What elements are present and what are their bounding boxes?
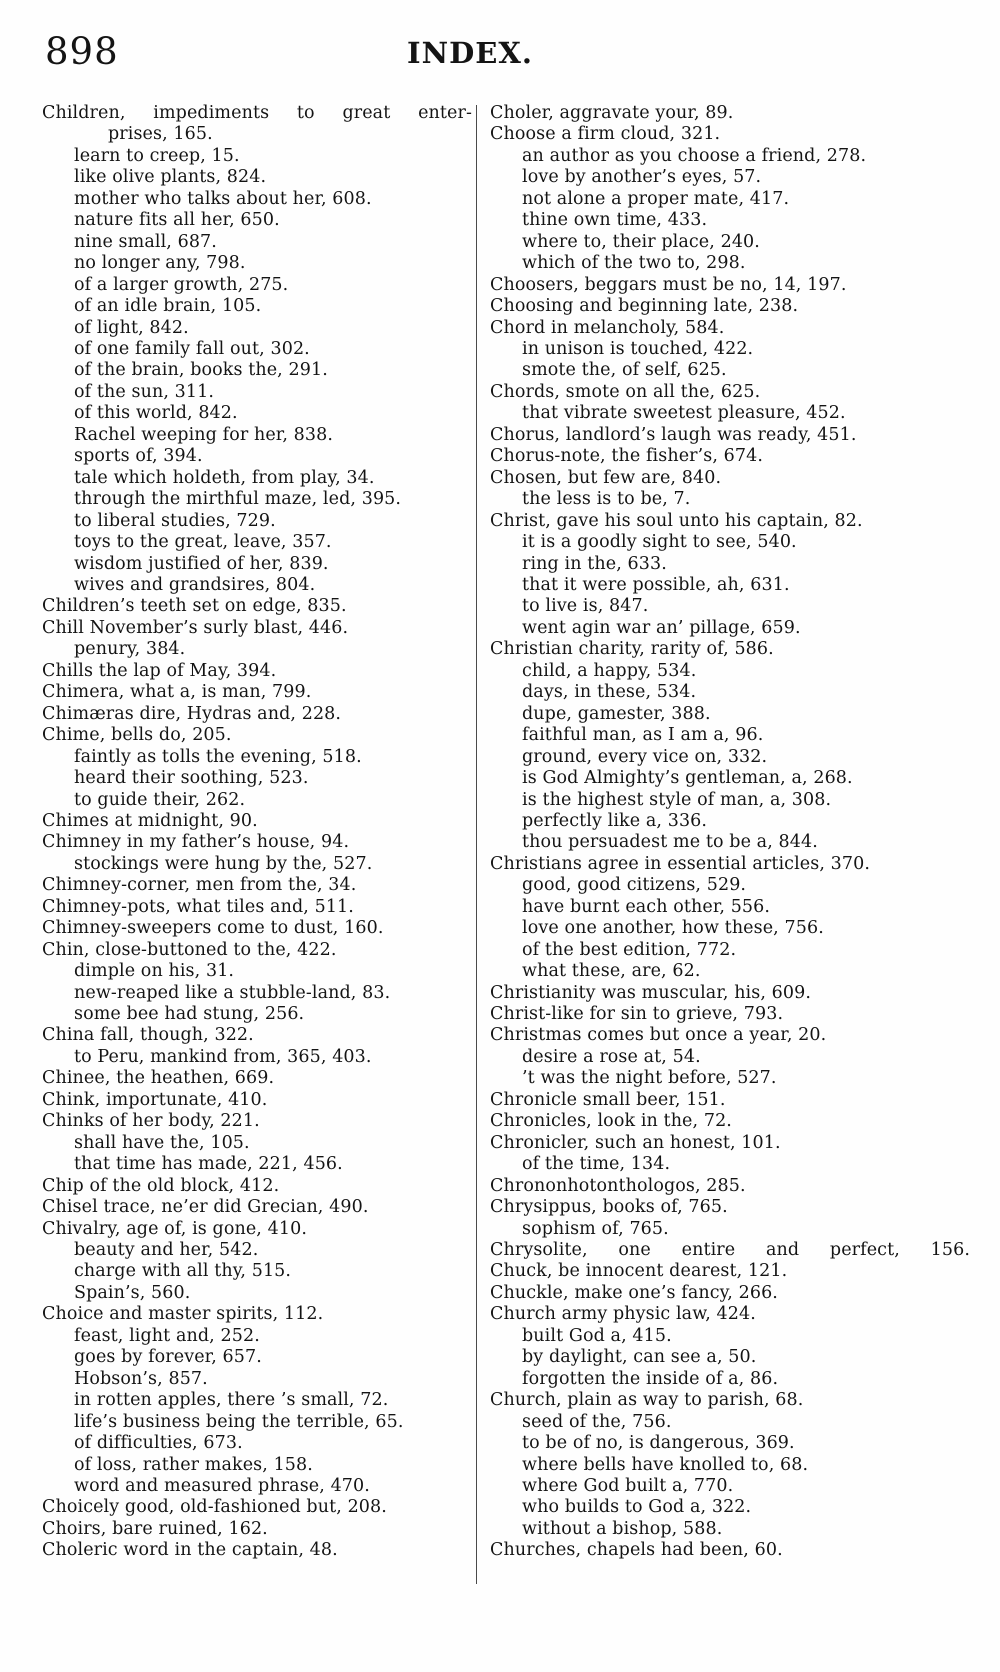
index-subentry: toys to the great, leave, 357.	[74, 532, 332, 553]
index-subentry: dimple on his, 31.	[74, 961, 235, 982]
index-subentry: in unison is touched, 422.	[522, 338, 754, 359]
index-subentry: of this world, 842.	[74, 403, 238, 424]
index-subentry: no longer any, 798.	[74, 253, 246, 274]
index-entry: Chivalry, age of, is gone, 410.	[42, 1218, 307, 1239]
index-entry: Church, plain as way to parish, 68.	[490, 1390, 804, 1411]
index-entry: Chill November’s surly blast, 446.	[42, 617, 349, 638]
index-subentry: in rotten apples, there ’s small, 72.	[74, 1390, 389, 1411]
index-column-left	[42, 103, 472, 1672]
index-entry: Chord in melancholy, 584.	[490, 317, 725, 338]
index-entry: Chronicler, such an honest, 101.	[490, 1132, 781, 1153]
index-entry: Chimera, what a, is man, 799.	[42, 682, 312, 703]
index-subentry: where God built a, 770.	[522, 1476, 734, 1496]
index-entry: Chimæras dire, Hydras and, 228.	[42, 703, 342, 724]
index-subentry: heard their soothing, 523.	[74, 768, 309, 789]
index-subentry: to be of no, is dangerous, 369.	[522, 1433, 795, 1454]
index-entry: Chuckle, make one’s fancy, 266.	[490, 1282, 778, 1303]
index-subentry: of a larger growth, 275.	[74, 274, 289, 295]
index-entry: Christians agree in essential articles, 370.	[490, 853, 871, 874]
index-subentry: seed of the, 756.	[522, 1411, 672, 1432]
index-subentry: perfectly like a, 336.	[522, 810, 708, 831]
index-subentry: stockings were hung by the, 527.	[74, 853, 373, 874]
index-subentry: some bee had stung, 256.	[74, 1004, 305, 1025]
index-entry: Choirs, bare ruined, 162.	[42, 1518, 268, 1539]
index-entry: Chills the lap of May, 394.	[42, 660, 277, 681]
index-entry-continuation: prises, 165.	[108, 124, 213, 145]
index-subentry: love one another, how these, 756.	[522, 918, 824, 939]
index-entry: Chimney in my father’s house, 94.	[42, 832, 350, 853]
index-subentry: to liberal studies, 729.	[74, 510, 276, 531]
page-title: INDEX.	[407, 36, 533, 70]
index-subentry: shall have the, 105.	[74, 1132, 250, 1153]
index-entry: Christ-like for sin to grieve, 793.	[490, 1004, 784, 1025]
index-subentry: not alone a proper mate, 417.	[522, 188, 790, 209]
index-entry: Chisel trace, ne’er did Grecian, 490.	[42, 1197, 369, 1218]
index-entry: Chimes at midnight, 90.	[42, 810, 258, 831]
index-entry: Chrysolite, one entire and perfect, 156.	[490, 1240, 970, 1261]
index-subentry: child, a happy, 534.	[522, 660, 697, 681]
index-subentry: ground, every vice on, 332.	[522, 746, 768, 767]
index-entry: Chip of the old block, 412.	[42, 1175, 280, 1196]
index-entry: Chronicles, look in the, 72.	[490, 1111, 732, 1132]
index-subentry: ring in the, 633.	[522, 553, 667, 574]
index-subentry: thou persuadest me to be a, 844.	[522, 832, 818, 853]
index-subentry: the less is to be, 7.	[522, 489, 691, 510]
index-subentry: of one family fall out, 302.	[74, 338, 310, 359]
index-subentry: good, good citizens, 529.	[522, 875, 747, 896]
index-entry: Christianity was muscular, his, 609.	[490, 982, 812, 1003]
index-entry: Choice and master spirits, 112.	[42, 1304, 324, 1325]
index-entry: Chorus, landlord’s laugh was ready, 451.	[490, 424, 857, 445]
index-entry: Chinee, the heathen, 669.	[42, 1068, 275, 1089]
index-subentry: an author as you choose a friend, 278.	[522, 145, 867, 166]
index-subentry: of the brain, books the, 291.	[74, 360, 328, 381]
index-subentry: like olive plants, 824.	[74, 167, 267, 188]
index-subentry: feast, light and, 252.	[74, 1325, 260, 1346]
index-entry: Choicely good, old-fashioned but, 208.	[42, 1497, 387, 1518]
index-subentry: life’s business being the terrible, 65.	[74, 1411, 404, 1432]
page-number: 898	[45, 30, 119, 73]
index-subentry: love by another’s eyes, 57.	[522, 167, 762, 188]
index-subentry: of the best edition, 772.	[522, 939, 737, 960]
index-entry: Choose a firm cloud, 321.	[490, 124, 721, 145]
index-entry: Chords, smote on all the, 625.	[490, 381, 761, 402]
index-subentry: sophism of, 765.	[522, 1218, 669, 1239]
index-subentry: to guide their, 262.	[74, 789, 246, 810]
index-subentry: sports of, 394.	[74, 446, 203, 467]
index-subentry: is the highest style of man, a, 308.	[522, 789, 832, 810]
index-subentry: new-reaped like a stubble-land, 83.	[74, 982, 391, 1003]
index-subentry: went agin war an’ pillage, 659.	[522, 617, 801, 638]
index-entry: Chuck, be innocent dearest, 121.	[490, 1261, 788, 1282]
index-subentry: faintly as tolls the evening, 518.	[74, 746, 362, 767]
index-subentry: nature fits all her, 650.	[74, 210, 280, 231]
index-subentry: by daylight, can see a, 50.	[522, 1347, 757, 1368]
index-subentry: Rachel weeping for her, 838.	[74, 424, 334, 445]
index-subentry: of an idle brain, 105.	[74, 296, 262, 317]
index-subentry: without a bishop, 588.	[522, 1518, 723, 1539]
index-entry: Chin, close-buttoned to the, 422.	[42, 939, 337, 960]
index-entry: Church army physic law, 424.	[490, 1304, 756, 1325]
index-subentry: who builds to God a, 322.	[522, 1497, 752, 1518]
index-subentry: smote the, of self, 625.	[522, 360, 727, 381]
index-entry: Chimney-pots, what tiles and, 511.	[42, 896, 354, 917]
index-subentry: beauty and her, 542.	[74, 1240, 259, 1261]
index-subentry: Spain’s, 560.	[74, 1282, 191, 1303]
index-subentry: penury, 384.	[74, 639, 186, 660]
index-column-right	[477, 103, 970, 1672]
index-entry: Chronicle small beer, 151.	[490, 1089, 726, 1110]
index-entry: Children, impediments to great enter-	[42, 103, 472, 123]
index-subentry: thine own time, 433.	[522, 210, 708, 231]
index-entry: Choler, aggravate your, 89.	[490, 103, 734, 123]
index-subentry: it is a goodly sight to see, 540.	[522, 532, 797, 553]
index-subentry: that vibrate sweetest pleasure, 452.	[522, 403, 846, 424]
index-entry: Christian charity, rarity of, 586.	[490, 639, 774, 660]
index-entry: Choosers, beggars must be no, 14, 197.	[490, 274, 847, 295]
index-subentry: of the time, 134.	[522, 1154, 671, 1175]
page-header	[0, 28, 1000, 88]
index-columns	[42, 103, 970, 1672]
index-entry: Chrononhotonthologos, 285.	[490, 1175, 746, 1196]
index-subentry: Hobson’s, 857.	[74, 1368, 208, 1389]
index-subentry: built God a, 415.	[522, 1325, 672, 1346]
index-entry: Chosen, but few are, 840.	[490, 467, 722, 488]
index-entry: Children’s teeth set on edge, 835.	[42, 596, 347, 617]
index-subentry: charge with all thy, 515.	[74, 1261, 292, 1282]
index-subentry: where bells have knolled to, 68.	[522, 1454, 809, 1475]
index-subentry: what these, are, 62.	[522, 961, 701, 982]
index-subentry: of difficulties, 673.	[74, 1433, 243, 1454]
index-subentry: faithful man, as I am a, 96.	[522, 725, 764, 746]
index-entry: Christ, gave his soul unto his captain, 82.	[490, 510, 863, 531]
index-subentry: where to, their place, 240.	[522, 231, 760, 252]
index-entry: Churches, chapels had been, 60.	[490, 1540, 783, 1561]
index-entry: Choosing and beginning late, 238.	[490, 296, 799, 317]
index-subentry: word and measured phrase, 470.	[74, 1476, 370, 1496]
index-subentry: have burnt each other, 556.	[522, 896, 771, 917]
index-entry: Chimney-sweepers come to dust, 160.	[42, 918, 384, 939]
index-entry: Chimney-corner, men from the, 34.	[42, 875, 357, 896]
index-subentry: mother who talks about her, 608.	[74, 188, 372, 209]
index-subentry: learn to creep, 15.	[74, 145, 240, 166]
index-subentry: tale which holdeth, from play, 34.	[74, 467, 375, 488]
index-entry: Christmas comes but once a year, 20.	[490, 1025, 827, 1046]
index-subentry: desire a rose at, 54.	[522, 1046, 701, 1067]
index-entry: China fall, though, 322.	[42, 1025, 254, 1046]
index-entry: Chime, bells do, 205.	[42, 725, 232, 746]
index-subentry: wives and grandsires, 804.	[74, 574, 316, 595]
index-subentry: nine small, 687.	[74, 231, 217, 252]
index-subentry: wisdom justified of her, 839.	[74, 553, 329, 574]
index-subentry: to Peru, mankind from, 365, 403.	[74, 1046, 372, 1067]
index-entry: Chink, importunate, 410.	[42, 1089, 268, 1110]
index-subentry: is God Almighty’s gentleman, a, 268.	[522, 768, 853, 789]
index-subentry: dupe, gamester, 388.	[522, 703, 711, 724]
index-subentry: of loss, rather makes, 158.	[74, 1454, 313, 1475]
index-subentry: to live is, 847.	[522, 596, 649, 617]
index-entry: Choleric word in the captain, 48.	[42, 1540, 338, 1561]
index-subentry: goes by forever, 657.	[74, 1347, 262, 1368]
index-subentry: of light, 842.	[74, 317, 189, 338]
index-entry: Chrysippus, books of, 765.	[490, 1197, 728, 1218]
index-entry: Chorus-note, the fisher’s, 674.	[490, 446, 764, 467]
index-subentry: of the sun, 311.	[74, 381, 215, 402]
index-subentry: through the mirthful maze, led, 395.	[74, 489, 402, 510]
index-subentry: that it were possible, ah, 631.	[522, 574, 790, 595]
index-subentry: ’t was the night before, 527.	[522, 1068, 777, 1089]
index-subentry: days, in these, 534.	[522, 682, 697, 703]
index-entry: Chinks of her body, 221.	[42, 1111, 260, 1132]
index-subentry: that time has made, 221, 456.	[74, 1154, 343, 1175]
index-subentry: which of the two to, 298.	[522, 253, 746, 274]
index-subentry: forgotten the inside of a, 86.	[522, 1368, 779, 1389]
